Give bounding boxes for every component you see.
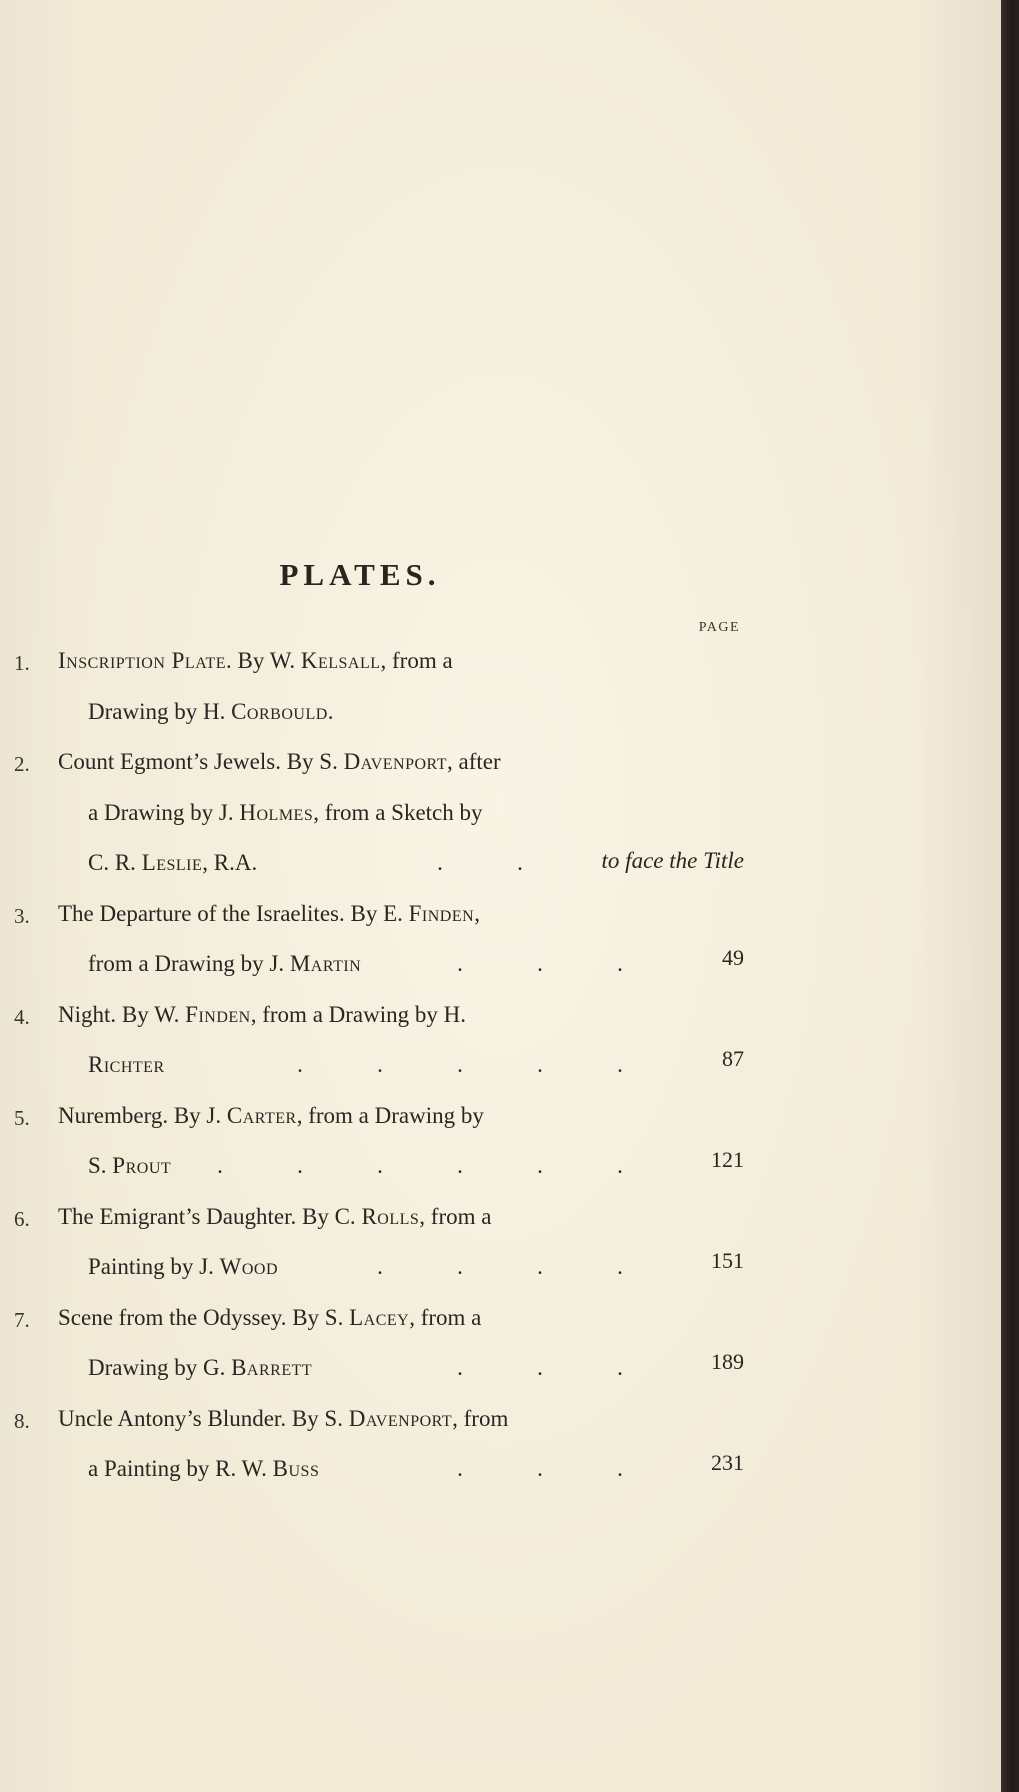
plate-text: , from a Drawing by H. <box>250 1001 466 1027</box>
plate-line <box>88 1456 319 1490</box>
plate-text: Painting by J. <box>88 1254 220 1279</box>
dot-leader: . . . <box>457 951 623 976</box>
plate-line <box>88 951 361 985</box>
engraver-name: Rolls <box>361 1203 420 1229</box>
plate-number: 8. <box>14 1408 30 1433</box>
engraver-name: Holmes <box>239 799 314 825</box>
plate-line <box>88 800 483 834</box>
plate-text: Drawing by H. <box>88 698 232 724</box>
plate-text: , from a <box>409 1304 482 1330</box>
plate-number: 4. <box>14 1004 30 1029</box>
plate-text: , R.A. <box>202 850 258 875</box>
plate-line <box>58 1103 484 1137</box>
plate-text: Scene from the Odyssey. By S. <box>58 1304 350 1330</box>
plate-page-number: 189 <box>711 1349 744 1374</box>
plate-line <box>88 1355 312 1389</box>
dot-leader: . . . . <box>377 1254 623 1279</box>
plate-text: Drawing by G. <box>88 1355 232 1380</box>
plate-text: , <box>474 900 480 926</box>
plate-number: 6. <box>14 1206 30 1231</box>
plate-number: 2. <box>14 752 30 776</box>
plate-text: , from a Sketch by <box>313 799 483 825</box>
plate-page-number: 231 <box>711 1450 744 1475</box>
page-column-label: PAGE <box>698 620 740 635</box>
plate-number: 3. <box>14 903 30 928</box>
plate-text: , from a <box>380 648 453 673</box>
plate-line <box>88 1052 165 1086</box>
engraver-name: Corbould <box>231 698 328 724</box>
plate-text: , from <box>452 1405 509 1431</box>
plate-line <box>58 1204 491 1238</box>
plate-number: 1. <box>14 651 30 675</box>
plate-line <box>58 1305 481 1339</box>
engraver-name: Davenport <box>343 749 448 774</box>
plate-text: Night. By W. <box>58 1001 186 1027</box>
dot-leader: . . <box>437 850 523 875</box>
plate-text: . By W. <box>226 648 301 673</box>
engraver-name: Finden <box>408 900 475 926</box>
plate-line <box>88 699 334 733</box>
plate-text: , from a Drawing by <box>296 1102 484 1128</box>
plate-line <box>88 850 257 884</box>
engraver-name: Wood <box>219 1254 278 1279</box>
engraver-name: Martin <box>289 951 362 976</box>
engraver-name: Richter <box>88 1052 165 1077</box>
plate-text: C. R. <box>88 850 142 875</box>
page-title: PLATES. <box>279 556 441 592</box>
engraver-name: Carter <box>226 1102 297 1128</box>
plate-text: a Drawing by J. <box>88 799 240 825</box>
plate-text: from a Drawing by J. <box>88 951 290 976</box>
plate-page-number: 49 <box>722 945 744 970</box>
engraver-name: Prout <box>112 1153 172 1178</box>
plate-text: , after <box>447 749 501 774</box>
plate-line <box>88 1254 278 1288</box>
dot-leader: . . . . . <box>297 1052 623 1077</box>
engraver-name: Inscription Plate <box>58 648 227 673</box>
plate-line <box>58 749 501 783</box>
dot-leader: . . . <box>457 1456 623 1481</box>
plate-line <box>58 1002 466 1036</box>
plate-page-number: 87 <box>722 1046 744 1071</box>
plate-text: , from a <box>419 1203 492 1229</box>
dot-leader: . . . <box>457 1355 623 1380</box>
plate-number: 7. <box>14 1307 30 1332</box>
engraver-name: Davenport <box>348 1405 453 1431</box>
engraver-name: Leslie <box>141 850 203 875</box>
dot-leader: . . . . . . <box>217 1153 623 1178</box>
plate-line <box>58 648 453 682</box>
plate-page-number: to face the Title <box>601 848 744 873</box>
plate-number: 5. <box>14 1105 30 1130</box>
plate-text: a Painting by R. W. <box>88 1456 273 1481</box>
plate-page-number: 151 <box>711 1248 744 1273</box>
plate-line <box>88 1153 171 1187</box>
plate-text: The Emigrant’s Daughter. By C. <box>58 1203 362 1229</box>
engraver-name: Lacey <box>349 1304 410 1330</box>
plate-page-number: 121 <box>711 1147 744 1172</box>
engraver-name: Barrett <box>231 1355 313 1380</box>
plate-text: Count Egmont’s Jewels. By S. <box>58 749 344 774</box>
engraver-name: Kelsall <box>300 648 381 673</box>
plate-text: . <box>327 698 334 724</box>
plate-line <box>58 901 480 935</box>
engraver-name: Buss <box>272 1456 320 1481</box>
plate-text: S. <box>88 1153 113 1178</box>
book-spine-edge <box>1001 0 1019 1792</box>
plate-text: Nuremberg. By J. <box>58 1102 227 1128</box>
plate-text: Uncle Antony’s Blunder. By S. <box>58 1405 349 1431</box>
plate-text: The Departure of the Israelites. By E. <box>58 900 409 926</box>
plate-line <box>58 1406 508 1440</box>
engraver-name: Finden <box>185 1001 251 1027</box>
